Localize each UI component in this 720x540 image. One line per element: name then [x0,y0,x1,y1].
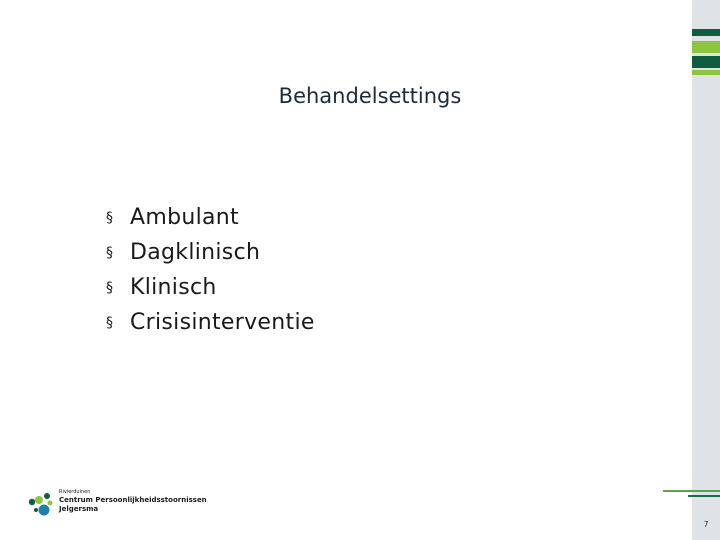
decoration-band-light [692,70,720,75]
side-decoration-strip [692,0,720,540]
decoration-band-dark [692,29,720,36]
bullet-marker: § [106,244,114,261]
bullet-text: Ambulant [130,205,239,230]
logo-text [59,489,207,514]
slide-title: Behandelsettings [278,84,462,108]
page-number: 7 [703,520,709,529]
bullet-marker: § [106,209,114,226]
bullet-text: Dagklinisch [130,240,261,265]
footer-line-light [663,490,720,492]
bullet-item [106,200,315,235]
logo-line-3: Jelgersma [59,505,99,513]
bullet-item [106,305,315,340]
decoration-band-dark [692,56,720,68]
bullet-text: Klinisch [130,275,217,300]
logo-line-1: Rivierduinen [59,489,91,495]
footer-line-dark [688,495,720,497]
bullet-marker: § [106,314,114,331]
logo-dots-icon [27,489,57,519]
decoration-band-light [692,41,720,53]
bullet-item [106,270,315,305]
bullet-text: Crisisinterventie [130,310,315,335]
bullet-list [106,200,315,340]
bullet-marker: § [106,279,114,296]
bullet-item [106,235,315,270]
logo-line-2: Centrum Persoonlijkheidsstoornissen [59,496,207,504]
organization-logo [27,489,207,519]
